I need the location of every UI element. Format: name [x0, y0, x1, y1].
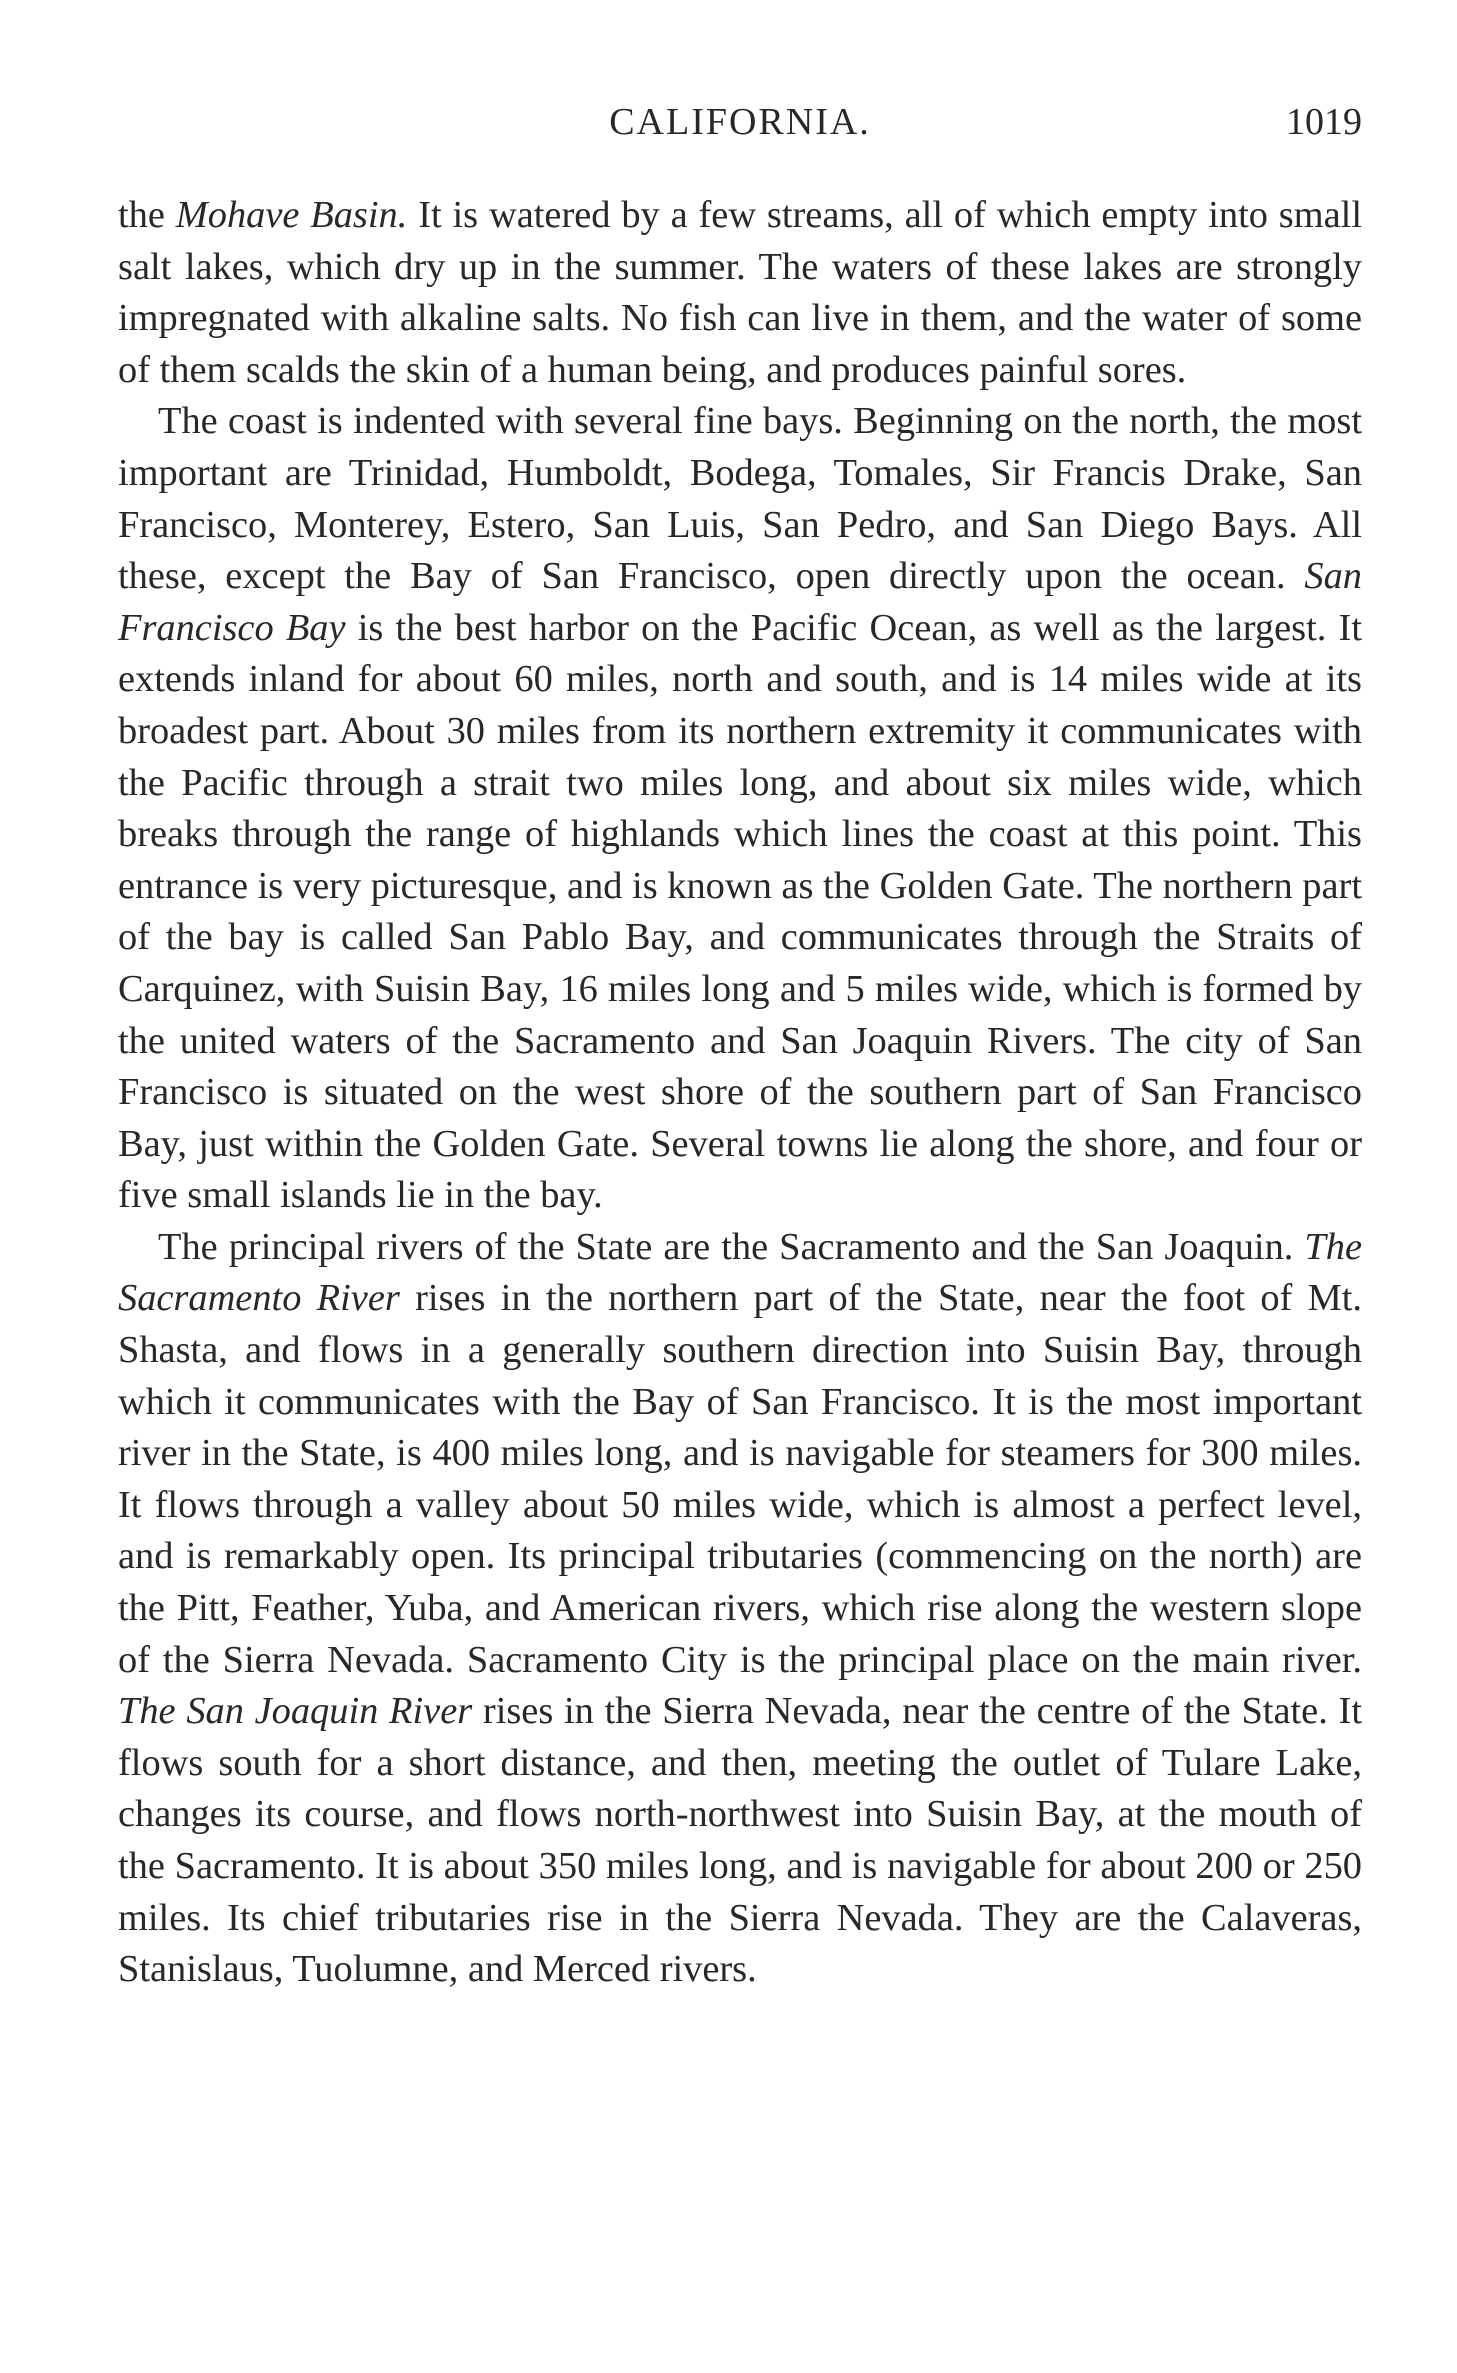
- text-run: is the best harbor on the Pacific Ocean, as well as the largest. It extends inland for about 60 miles, north and south, and is 14 miles wide at its broadest part. About 30 miles from its northern extremity it communicates with the Pacific through a strait two miles long, and about six miles wide, which breaks through the range of highlands which lines the coast at this point. This entrance is very picturesque, and is known as the Golden Gate. The northern part of the bay is called San Pablo Bay, and communicates through the Straits of Carquinez, with Suisin Bay, 16 miles long and 5 miles wide, which is formed by the united waters of the Sacramento and San Joaquin Rivers. The city of San Francisco is situated on the west shore of the southern part of San Francisco Bay, just within the Golden Gate. Several towns lie along the shore, and four or five small islands lie in the bay.: [118, 606, 1362, 1217]
- running-head: CALIFORNIA.: [609, 101, 871, 143]
- italic-term-san-joaquin-river: The San Joaquin River: [118, 1690, 473, 1733]
- text-run: rises in the northern part of the State, near the foot of Mt. Shasta, and flows in a generally southern direction into Suisin Bay, through which it communicates with the Bay of San Francisco. It is the most important river in the State, is 400 miles long, and is navigable for steamers for 300 miles. It flows through a valley about 50 miles wide, which is almost a perfect level, and is remarkably open. Its principal tributaries (commencing on the north) are the Pitt, Feather, Yuba, and American rivers, which rise along the western slope of the Sierra Nevada. Sacramento City is the principal place on the main river.: [118, 1277, 1362, 1681]
- text-run: It is watered by a few streams, all of which empty into small salt lakes, which dry up in the summer. The waters of these lakes are strongly impregnated with alkaline salts. No fish can live in them, and the water of some of them scalds the skin of a human being, and produces painful sores.: [118, 194, 1362, 391]
- text-run: the: [118, 194, 176, 236]
- italic-term-sacramento-river: The Sacramento River: [118, 1225, 1362, 1320]
- text-run: The coast is indented with several fine bays. Beginning on the north, the most important are Trinidad, Humboldt, Bodega, Tomales, Sir Francis Drake, San Francisco, Monterey, Estero, San Luis, San Pedro, and San Diego Bays. All these, except the Bay of San Francisco, open directly upon the ocean.: [118, 400, 1362, 598]
- italic-term-san-francisco-bay: San Francisco Bay: [118, 555, 1362, 649]
- page-number: 1019: [1286, 101, 1362, 143]
- paragraph-mohave-basin: [118, 190, 1362, 396]
- paragraph-coast-bays: [118, 396, 1362, 1222]
- italic-term-mohave-basin: Mohave Basin.: [175, 194, 408, 236]
- text-run: rises in the Sierra Nevada, near the centre of the State. It flows south for a short distance, and then, meeting the outlet of Tulare Lake, changes its course, and flows north-northwest into Suisin Bay, at the mouth of the Sacramento. It is about 350 miles long, and is navigable for about 200 or 250 miles. Its chief tributaries rise in the Sierra Nevada. They are the Calaveras, Stanislaus, Tuolumne, and Merced rivers.: [118, 1690, 1362, 1991]
- text-run: The principal rivers of the State are the Sacramento and the San Joaquin.: [158, 1225, 1305, 1268]
- paragraph-principal-rivers: [118, 1222, 1362, 1996]
- page-header: [118, 100, 1362, 160]
- body-text: [118, 190, 1362, 1996]
